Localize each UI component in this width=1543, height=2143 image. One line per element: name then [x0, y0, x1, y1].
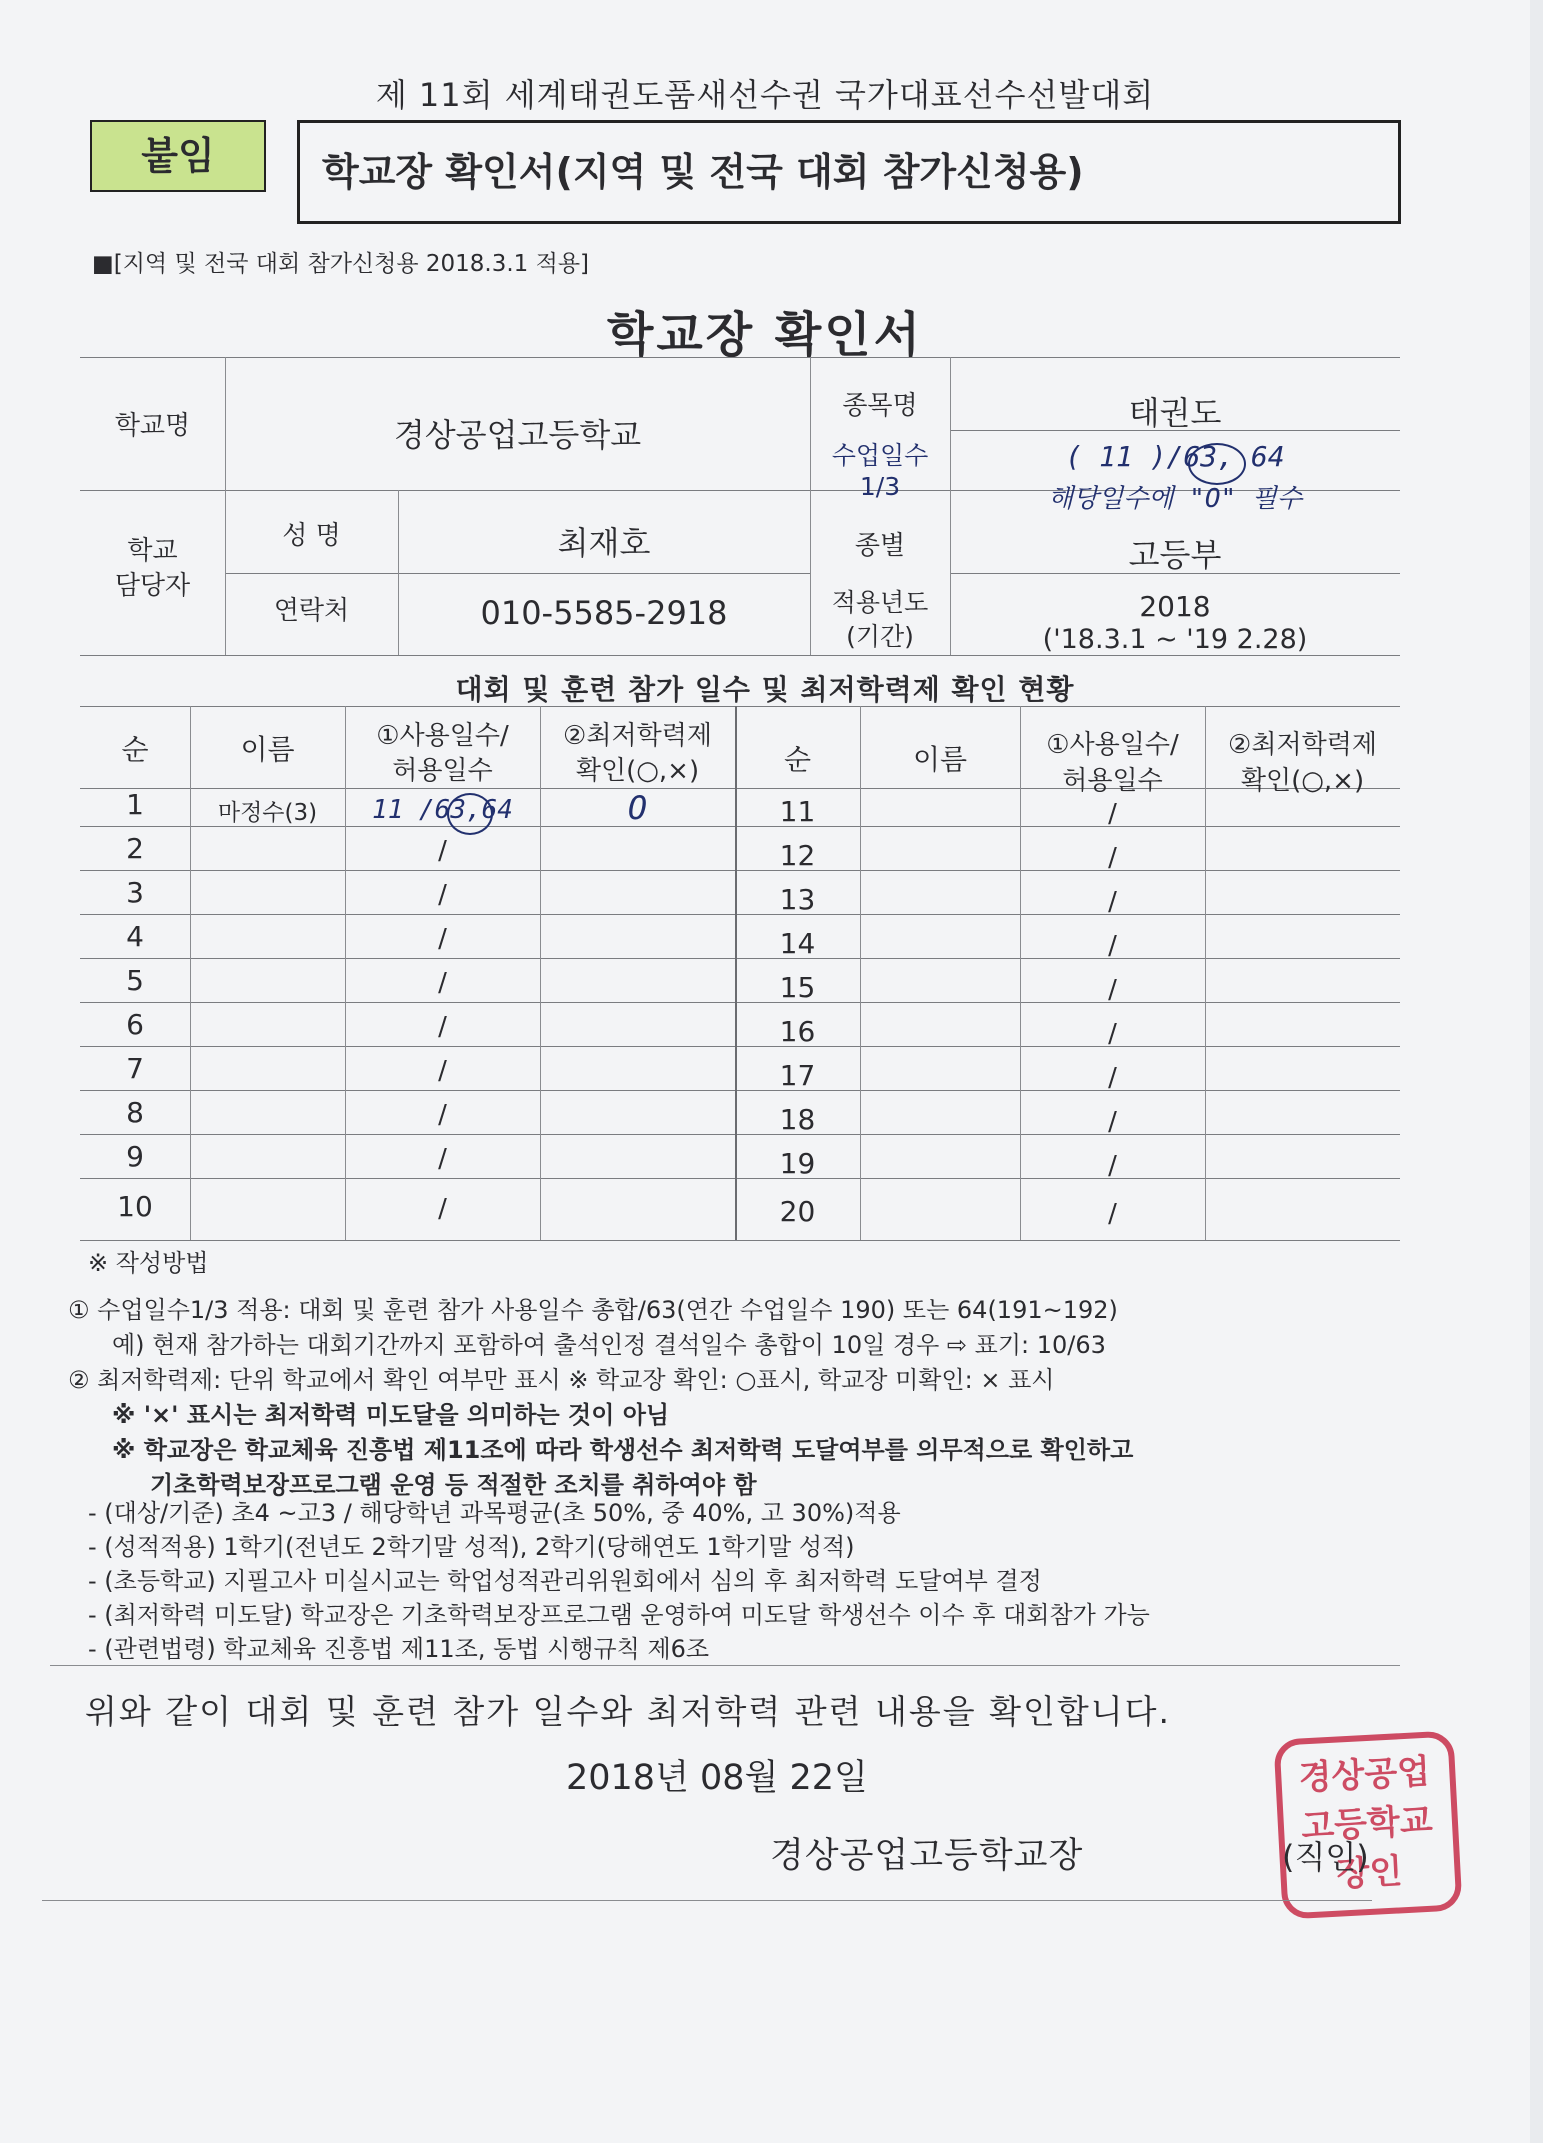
note-line: ① 수업일수1/3 적용: 대회 및 훈련 참가 사용일수 총합/63(연간 수업일수 190) 또는 64(191~192) — [68, 1296, 1118, 1324]
row-no: 18 — [779, 1103, 816, 1136]
header-name-right: 이름 — [912, 743, 968, 776]
info-bottom-line — [80, 655, 1400, 656]
confirmation-text: 위와 같이 대회 및 훈련 참가 일수와 최저학력 관련 내용을 확인합니다. — [85, 1692, 1171, 1731]
status-title: 대회 및 훈련 참가 일수 및 최저학력제 확인 현황 — [455, 673, 1075, 706]
year-value: 2018 — [1139, 590, 1211, 623]
note-line: ※ '×' 표시는 최저학력 미도달을 의미하는 것이 아님 — [112, 1401, 670, 1429]
row-days: / — [438, 1144, 447, 1174]
row-days: / — [438, 836, 447, 866]
row-no: 14 — [779, 927, 816, 960]
row-days: / — [1108, 931, 1117, 961]
table-vline — [190, 706, 191, 1240]
note-line: - (관련법령) 학교체육 진흥법 제11조, 동법 시행규칙 제6조 — [88, 1635, 710, 1663]
row-days: / — [438, 1056, 447, 1086]
year-label-1: 적용년도 — [831, 588, 929, 617]
sport-label: 종목명 — [842, 391, 918, 421]
row-no: 16 — [779, 1015, 816, 1048]
class-days-value: ( 11 )/63, 64 — [1065, 440, 1285, 473]
header-check-1: ②최저학력제 — [563, 721, 712, 751]
school-label: 학교명 — [114, 411, 191, 441]
row-no: 17 — [779, 1059, 816, 1092]
row-days: / — [1108, 975, 1117, 1005]
row-days: / — [438, 880, 447, 910]
row-circle-mark — [447, 793, 493, 835]
header-days-2-right: 허용일수 — [1062, 766, 1163, 796]
row-no: 4 — [126, 920, 144, 953]
row-no: 2 — [126, 832, 144, 865]
row-no: 20 — [779, 1195, 816, 1228]
row-days: / — [438, 924, 447, 954]
seal-mark-text: (직인) — [1282, 1838, 1369, 1876]
doc-title: 학교장 확인서 — [607, 307, 923, 363]
row-days: / — [1108, 1199, 1117, 1229]
period-value: ('18.3.1 ~ '19 2.28) — [1042, 624, 1308, 655]
row-days: / — [1108, 887, 1117, 917]
header-name: 이름 — [240, 733, 295, 766]
event-title: 제 11회 세계태권도품새선수권 국가대표선수선발대회 — [375, 76, 1155, 114]
header-no: 순 — [121, 733, 149, 766]
header-days-1: ①사용일수/ — [376, 721, 509, 751]
row-no: 5 — [126, 964, 144, 997]
row-no: 13 — [779, 883, 816, 916]
class-days-hint: 해당일수에 "O" 필수 — [1047, 484, 1303, 514]
attach-label: 붙임 — [90, 120, 266, 192]
contact-value: 010-5585-2918 — [480, 594, 728, 632]
row-days: / — [1108, 1151, 1117, 1181]
row-no: 3 — [126, 876, 144, 909]
row-no: 12 — [779, 839, 816, 872]
row-days: / — [438, 1100, 447, 1130]
note-line: - (대상/기준) 초4 ~고3 / 해당학년 과목평균(초 50%, 중 40%, 고 30%)적용 — [88, 1499, 901, 1527]
name-value: 최재호 — [557, 524, 651, 562]
note-line: ※ 학교장은 학교체육 진흥법 제11조에 따라 학생선수 최저학력 도달여부를 의무적으로 확인하고 — [112, 1436, 1134, 1464]
row-days: / — [438, 1194, 447, 1224]
note-line: 기초학력보장프로그램 운영 등 적절한 조치를 취하여야 함 — [150, 1471, 757, 1499]
row-no: 1 — [126, 788, 144, 821]
contact-label: 연락처 — [273, 596, 350, 626]
header-no-right: 순 — [783, 743, 812, 776]
header-days-2: 허용일수 — [392, 756, 493, 786]
row-days: / — [438, 1012, 447, 1042]
notes-separator — [50, 1665, 1400, 1666]
class-days-label: 수업일수 — [831, 441, 929, 470]
category-value: 고등부 — [1128, 536, 1222, 574]
category-label: 종별 — [854, 531, 906, 561]
class-days-ratio: 1/3 — [859, 472, 901, 501]
header-days-1-right: ①사용일수/ — [1046, 730, 1179, 760]
year-label-2: (기간) — [846, 622, 914, 651]
row-no: 8 — [126, 1096, 144, 1129]
row-no: 19 — [779, 1147, 816, 1180]
school-value: 경상공업고등학교 — [393, 416, 642, 454]
row-days: / — [438, 968, 447, 998]
signer-text: 경상공업고등학교장 — [770, 1836, 1084, 1876]
row-check: O — [627, 789, 648, 827]
row-days: / — [1108, 1019, 1117, 1049]
header-check-2: 확인(○,×) — [575, 756, 700, 786]
header-check-2-right: 확인(○,×) — [1240, 766, 1365, 796]
note-line: - (성적적용) 1학기(전년도 2학기말 성적), 2학기(당해연도 1학기말 성적) — [88, 1533, 855, 1561]
row-no: 15 — [779, 971, 816, 1004]
row-days: / — [1108, 799, 1117, 829]
signature-line — [42, 1900, 1372, 1901]
sport-value: 태권도 — [1128, 394, 1222, 432]
note-line: - (초등학교) 지필고사 미실시교는 학업성적관리위원회에서 심의 후 최저학력 도달여부 결정 — [88, 1567, 1042, 1595]
row-no: 11 — [779, 795, 816, 828]
row-days: 11 /63,64 — [372, 795, 513, 825]
manager-label-2: 담당자 — [114, 571, 191, 601]
note-line: - (최저학력 미도달) 학교장은 기초학력보장프로그램 운영하여 미도달 학생선수 이수 후 대회참가 가능 — [88, 1601, 1150, 1629]
header-check-1-right: ②최저학력제 — [1228, 730, 1377, 760]
note-line: 예) 현재 참가하는 대회기간까지 포함하여 출석인정 결석일수 총합이 10일 경우 ⇨ 표기: 10/63 — [112, 1331, 1106, 1359]
table-vline — [860, 706, 861, 1240]
row-days: / — [1108, 1063, 1117, 1093]
name-label: 성 명 — [282, 521, 341, 551]
row-days: / — [1108, 1107, 1117, 1137]
row-no: 6 — [126, 1008, 144, 1041]
note-line: ② 최저학력제: 단위 학교에서 확인 여부만 표시 ※ 학교장 확인: ○표시, 학교장 미확인: × 표시 — [68, 1366, 1055, 1394]
sub-note: ■[지역 및 전국 대회 참가신청용 2018.3.1 적용] — [92, 251, 590, 277]
form-title-box — [297, 120, 1401, 224]
row-days: / — [1108, 843, 1117, 873]
form-title: 학교장 확인서(지역 및 전국 대회 참가신청용) — [322, 150, 1084, 194]
row-no: 9 — [126, 1140, 144, 1173]
date-text: 2018년 08월 22일 — [566, 1758, 868, 1798]
row-name: 마정수(3) — [217, 800, 318, 826]
row-no: 10 — [117, 1190, 153, 1223]
info-line-name — [225, 573, 810, 574]
notes-heading: ※ 작성방법 — [88, 1249, 209, 1277]
table-bottom-line — [80, 1240, 1400, 1241]
stamp-text: 경상공업고등학교장인 — [1297, 1751, 1434, 1895]
table-top-line — [80, 706, 1400, 707]
info-top-line — [80, 357, 1400, 358]
row-no: 7 — [126, 1052, 144, 1085]
manager-label-1: 학교 — [127, 536, 178, 566]
school-seal-stamp — [1273, 1730, 1462, 1919]
